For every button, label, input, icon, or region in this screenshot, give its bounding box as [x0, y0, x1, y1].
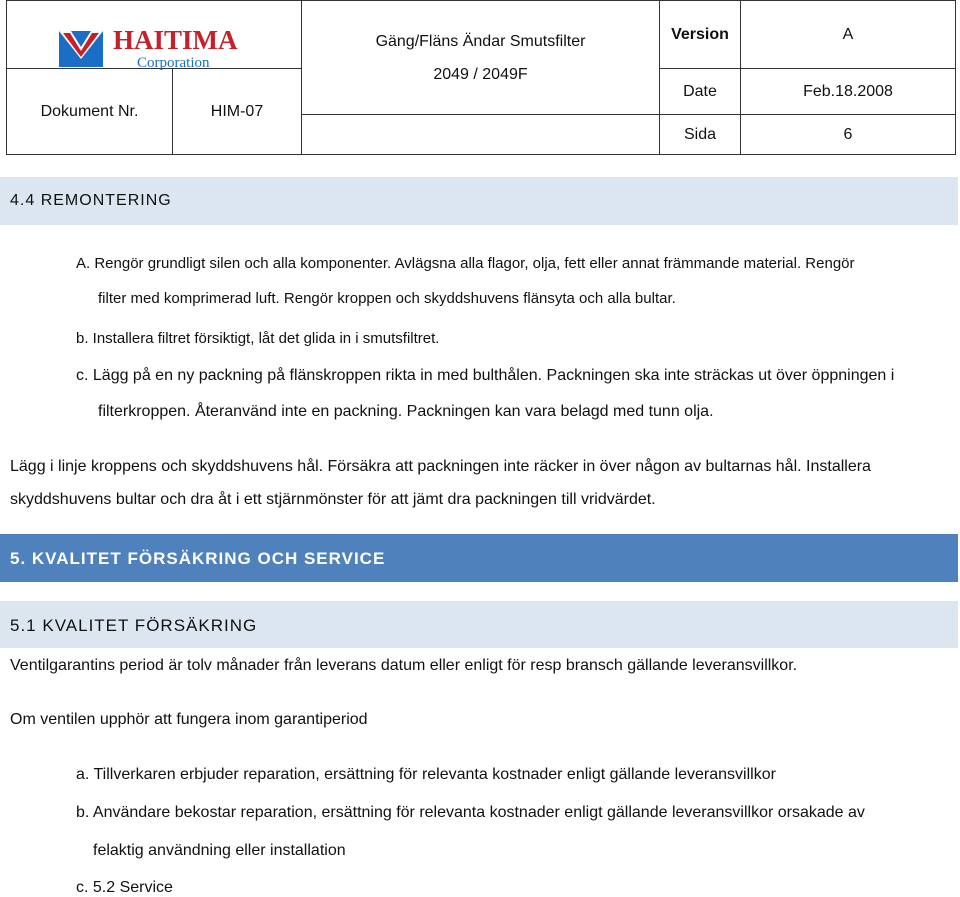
page-value: 6 [741, 115, 956, 155]
document-model: 2049 / 2049F [433, 65, 528, 83]
version-value: A [741, 1, 956, 69]
section-4-4-band [0, 177, 958, 225]
step-a-line2: filter med komprimerad luft. Rengör kroppen och skyddshuvens flänsyta och alla bultar. [98, 290, 676, 307]
warranty-item-a: a. Tillverkaren erbjuder reparation, ersättning för relevanta kostnader enligt gällande leveransvillkor [76, 766, 776, 783]
haitima-logo [57, 23, 247, 73]
step-a-line1: A. Rengör grundligt silen och alla komponenter. Avlägsna alla flagor, olja, fett eller annat främmande material. Rengör [76, 255, 855, 272]
logo-cell [7, 1, 302, 69]
document-title-cell [302, 1, 660, 115]
document-title: Gäng/Fläns Ändar Smutsfilter [375, 32, 586, 50]
page-label: Sida [660, 115, 741, 155]
paragraph-line1: Lägg i linje kroppens och skyddshuvens hål. Försäkra att packningen inte räcker in över någon av bultarnas hål. Installera [10, 458, 871, 475]
document-header [6, 0, 956, 155]
warranty-item-b-line2: felaktig användning eller installation [93, 842, 346, 859]
step-c-line2: filterkroppen. Återanvänd inte en packning. Packningen kan vara belagd med tunn olja. [98, 403, 714, 420]
section-5-1-heading: 5.1 KVALITET FÖRSÄKRING [10, 616, 258, 635]
section-4-4-heading: 4.4 REMONTERING [10, 192, 172, 209]
section-5-1-band [0, 601, 958, 648]
step-b: b. Installera filtret försiktigt, låt det glida in i smutsfiltret. [76, 330, 440, 347]
version-label: Version [660, 1, 741, 69]
warranty-item-c: c. 5.2 Service [76, 879, 173, 896]
warranty-item-b-line1: b. Användare bekostar reparation, ersättning för relevanta kostnader enligt gällande leveransvillkor orsakade av [76, 804, 865, 821]
date-value: Feb.18.2008 [741, 69, 956, 115]
doc-number-value: HIM-07 [173, 69, 302, 155]
date-label: Date [660, 69, 741, 115]
paragraph-line2: skyddshuvens bultar och dra åt i ett stjärnmönster för att jämt dra packningen till vridvärdet. [10, 491, 656, 508]
company-subtitle: Corporation [137, 55, 210, 71]
section-5-band [0, 534, 958, 582]
warranty-paragraph: Ventilgarantins period är tolv månader från leverans datum eller enligt för resp bransch gällande leveransvillkor. [10, 657, 798, 674]
warranty-failure-intro: Om ventilen upphör att fungera inom garantiperiod [10, 711, 368, 728]
company-name: HAITIMA [113, 25, 238, 55]
doc-number-label: Dokument Nr. [7, 69, 173, 155]
step-c-line1: c. Lägg på en ny packning på flänskroppen rikta in med bulthålen. Packningen ska inte sträckas ut över öppningen i [76, 367, 895, 384]
section-5-heading: 5. KVALITET FÖRSÄKRING OCH SERVICE [10, 549, 386, 568]
